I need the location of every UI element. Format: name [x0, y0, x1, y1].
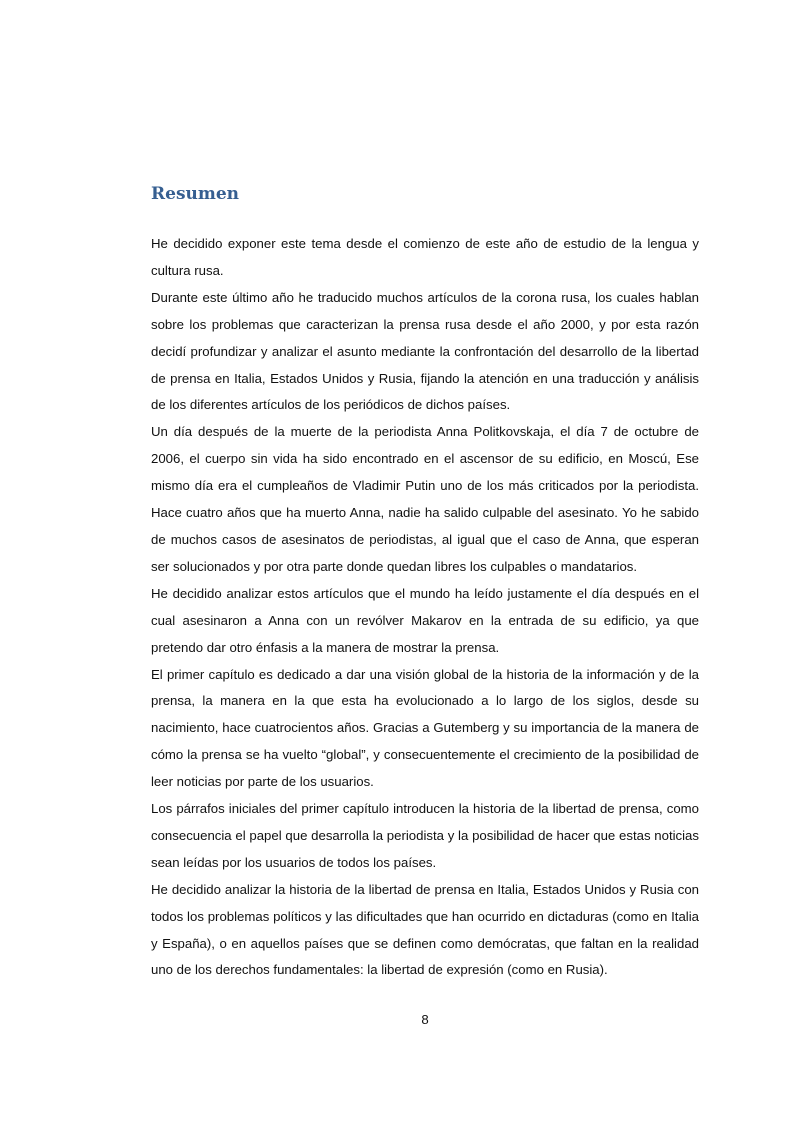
body-text — [151, 231, 699, 984]
paragraph: El primer capítulo es dedicado a dar una visión global de la historia de la información y de la prensa, la manera en la que esta ha evolucionado a lo largo de los siglos, desde su nacimiento, hace cuatrocientos años. Gracias a Gutemberg y su importancia de la manera de cómo la prensa se ha vuelto “global”, y consecuentemente el crecimiento de la posibilidad de leer noticias por parte de los usuarios. — [151, 666, 699, 790]
section-heading: Resumen — [151, 184, 240, 204]
page-number: 8 — [421, 1012, 429, 1027]
paragraph: He decidido exponer este tema desde el comienzo de este año de estudio de la lengua y cultura rusa. — [151, 236, 699, 278]
paragraph: He decidido analizar estos artículos que el mundo ha leído justamente el día después en el cual asesinaron a Anna con un revólver Makarov en la entrada de su edificio, ya que pretendo dar otro énfasis a la manera de mostrar la prensa. — [151, 585, 699, 655]
paragraph: Los párrafos iniciales del primer capítulo introducen la historia de la libertad de prensa, como consecuencia el papel que desarrolla la periodista y la posibilidad de hacer que estas noticias sean leídas por los usuarios de todos los países. — [151, 801, 699, 870]
paragraph: Un día después de la muerte de la periodista Anna Politkovskaja, el día 7 de octubre de 2006, el cuerpo sin vida ha sido encontrado en el ascensor de su edificio, en Moscú, Ese mismo día era el cumpleaños de Vladimir Putin uno de los más criticados por la periodista. Hace cuatro años que ha muerto Anna, nadie ha salido culpable del asesinato. Yo he sabido de muchos casos de asesinatos de periodistas, al igual que el caso de Anna, que esperan ser solucionados y por otra parte donde quedan libres los culpables o mandatarios. — [151, 424, 699, 574]
paragraph: He decidido analizar la historia de la libertad de prensa en Italia, Estados Unidos y Rusia con todos los problemas políticos y las dificultades que han ocurrido en dictaduras (como en Italia y España), o en aquellos países que se definen como demócratas, que faltan en la realidad uno de los derechos fundamentales: la libertad de expresión (como en Rusia). — [151, 881, 699, 978]
paragraph: Durante este último año he traducido muchos artículos de la corona rusa, los cuales hablan sobre los problemas que caracterizan la prensa rusa desde el año 2000, y por esta razón decidí profundizar y analizar el asunto mediante la confrontación del desarrollo de la libertad de prensa en Italia, Estados Unidos y Rusia, fijando la atención en una traducción y análisis de los diferentes artículos de los periódicos de dichos países. — [151, 289, 699, 413]
